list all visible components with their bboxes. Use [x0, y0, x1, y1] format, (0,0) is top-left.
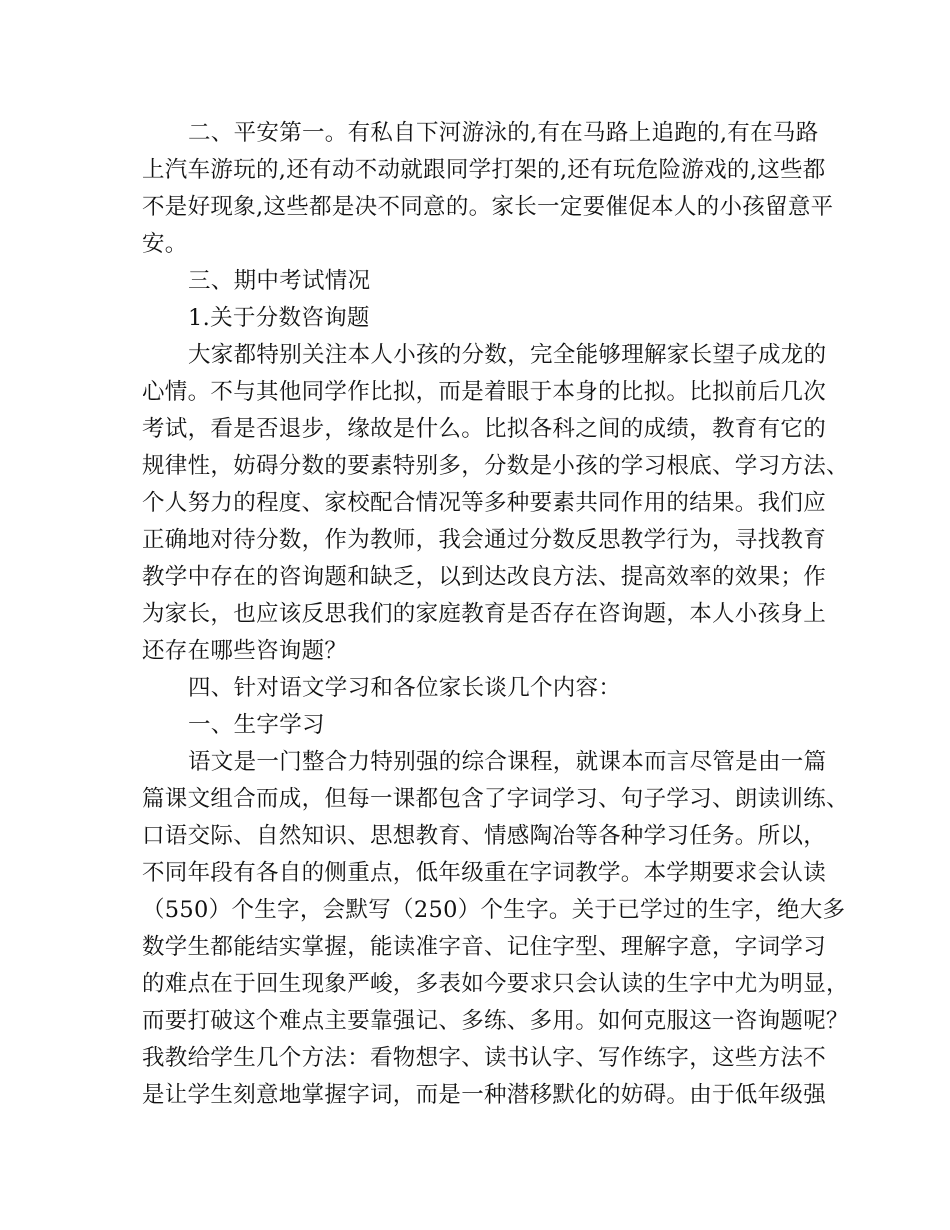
paragraph-line: 还存在哪些咨询题？ [142, 638, 348, 664]
paragraph-line: 个人努力的程度、家校配合情况等多种要素共同作用的结果。我们应 [142, 490, 827, 516]
paragraph-line: 安。 [142, 231, 188, 257]
paragraph-line: 二、平安第一。有私自下河游泳的,有在马路上追跑的,有在马路 [188, 120, 819, 146]
paragraph-line: 而要打破这个难点主要靠强记、多练、多用。如何克服这一咨询题呢？ [142, 1008, 849, 1034]
paragraph-line: 考试，看是否退步，缘故是什么。比拟各科之间的成绩，教育有它的 [142, 416, 827, 442]
paragraph-line: 不同年段有各自的侧重点，低年级重在字词教学。本学期要求会认读 [142, 860, 827, 886]
paragraph-line: 口语交际、自然知识、思想教育、情感陶冶等各种学习任务。所以， [142, 823, 827, 849]
paragraph-line: 正确地对待分数，作为教师，我会通过分数反思教学行为，寻找教育 [142, 527, 827, 553]
paragraph-line: （550）个生字，会默写（250）个生字。关于已学过的生字，绝大多 [142, 897, 846, 923]
paragraph-line: 规律性，妨碍分数的要素特别多，分数是小孩的学习根底、学习方法、 [142, 453, 849, 479]
subsection-heading: 1.关于分数咨询题 [188, 305, 370, 331]
paragraph-line: 的难点在于回生现象严峻，多表如今要求只会认读的生字中尤为明显， [142, 971, 849, 997]
paragraph-line: 教学中存在的咨询题和缺乏，以到达改良方法、提高效率的效果；作 [142, 564, 827, 590]
paragraph-line: 心情。不与其他同学作比拟，而是着眼于本身的比拟。比拟前后几次 [142, 379, 827, 405]
paragraph-line: 上汽车游玩的,还有动不动就跟同学打架的,还有玩危险游戏的,这些都 [142, 157, 826, 183]
paragraph-line: 大家都特别关注本人小孩的分数，完全能够理解家长望子成龙的 [188, 342, 827, 368]
paragraph-line: 为家长，也应该反思我们的家庭教育是否存在咨询题，本人小孩身上 [142, 601, 827, 627]
paragraph-line: 是让学生刻意地掌握字词，而是一种潜移默化的妨碍。由于低年级强 [142, 1082, 827, 1108]
paragraph-line: 篇课文组合而成，但每一课都包含了字词学习、句子学习、朗读训练、 [142, 786, 849, 812]
paragraph-line: 语文是一门整合力特别强的综合课程，就课本而言尽管是由一篇 [188, 749, 827, 775]
paragraph-line: 不是好现象,这些都是决不同意的。家长一定要催促本人的小孩留意平 [142, 194, 834, 220]
subsection-heading: 一、生字学习 [188, 712, 325, 738]
paragraph-line: 数学生都能结实掌握，能读准字音、记住字型、理解字意，字词学习 [142, 934, 827, 960]
section-heading: 三、期中考试情况 [188, 268, 371, 294]
paragraph-line: 我教给学生几个方法：看物想字、读书认字、写作练字，这些方法不 [142, 1045, 827, 1071]
section-heading: 四、针对语文学习和各位家长谈几个内容： [188, 675, 622, 701]
